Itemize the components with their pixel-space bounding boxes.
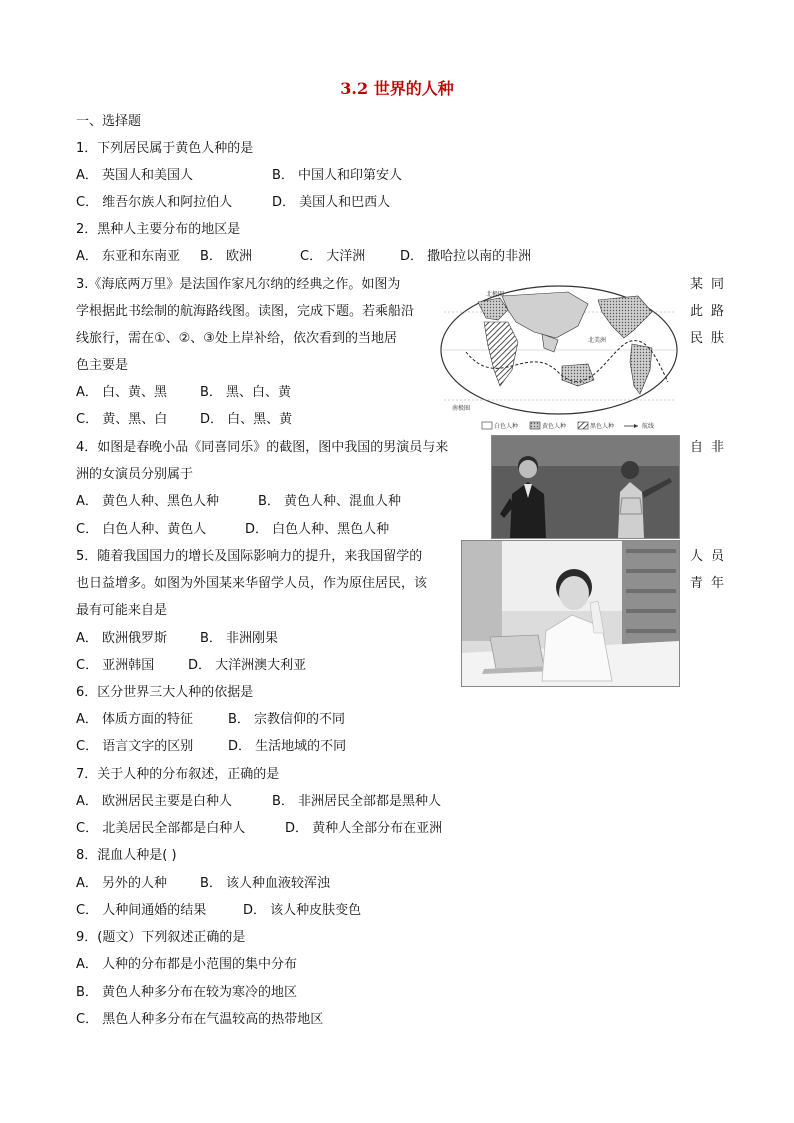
q7-stem: 7．关于人种的分布叙述，正确的是: [76, 767, 280, 782]
q8-stem: 8．混血人种是( ): [76, 848, 177, 863]
q2-option-b: B． 欧洲: [200, 249, 253, 264]
map-label-north-pole: 北极圈: [486, 291, 505, 298]
q6-option-c: C． 语言文字的区别: [76, 739, 194, 754]
q8-option-d: D． 该人种皮肤变色: [243, 903, 362, 918]
q9-option-a: A． 人种的分布都是小范围的集中分布: [76, 957, 298, 972]
q6-stem: 6．区分世界三大人种的依据是: [76, 685, 254, 700]
q5-line1-r2: 员: [711, 549, 725, 564]
q3-line3-r1: 民: [690, 331, 704, 346]
q4-option-a: A． 黄色人种、黑色人种: [76, 494, 220, 509]
q6-option-a: A． 体质方面的特征: [76, 712, 194, 727]
q7-option-c: C． 北美居民全部都是白种人: [76, 821, 246, 836]
q8-option-c: C． 人种间通婚的结果: [76, 903, 207, 918]
map-label-south-pole: 南极圈: [452, 405, 471, 412]
q4-option-d: D． 白色人种、黑色人种: [245, 522, 390, 537]
q2-option-d: D． 撒哈拉以南的非洲: [400, 249, 532, 264]
q1-option-c: C． 维吾尔族人和阿拉伯人: [76, 195, 233, 210]
q3-line1: 3.《海底两万里》是法国作家凡尔纳的经典之作。如图为: [76, 277, 401, 292]
q3-option-c: C． 黄、黑、白: [76, 412, 168, 427]
world-map-figure: [438, 282, 680, 438]
q3-line2-r1: 此: [690, 304, 704, 319]
q8-option-b: B． 该人种血液较浑浊: [200, 876, 331, 891]
q9-stem: 9．(题文）下列叙述正确的是: [76, 930, 246, 945]
q1-option-a: A． 英国人和美国人: [76, 168, 194, 183]
q3-line3: 线旅行，需在①、②、③处上岸补给，依次看到的当地居: [76, 331, 397, 346]
stage-photo: [491, 435, 680, 539]
q4-line1: 4．如图是春晚小品《同喜同乐》的截图，图中我国的男演员与来: [76, 440, 449, 455]
map-label-north-america: 北美洲: [588, 337, 607, 344]
q5-option-a: A． 欧洲俄罗斯: [76, 631, 168, 646]
q5-option-d: D． 大洋洲澳大利亚: [188, 658, 307, 673]
legend-swatch-white: [482, 422, 492, 429]
q3-line1-r1: 某: [690, 277, 704, 292]
q5-option-b: B． 非洲刚果: [200, 631, 279, 646]
q4-option-b: B． 黄色人种、混血人种: [258, 494, 402, 509]
q9-option-c: C． 黑色人种多分布在气温较高的热带地区: [76, 1012, 324, 1027]
q3-line2-r2: 路: [711, 304, 725, 319]
q3-option-a: A． 白、黄、黑: [76, 385, 168, 400]
q3-option-d: D． 白、黑、黄: [200, 412, 293, 427]
legend-label-black: 黑色人种: [590, 423, 615, 430]
section-heading: 一、选择题: [76, 114, 142, 129]
q7-option-d: D． 黄种人全部分布在亚洲: [285, 821, 443, 836]
q6-option-b: B． 宗教信仰的不同: [228, 712, 346, 727]
legend-swatch-black: [578, 422, 588, 429]
legend-label-yellow: 黄色人种: [542, 423, 567, 430]
q5-option-c: C． 亚洲韩国: [76, 658, 155, 673]
q1-option-b: B． 中国人和印第安人: [272, 168, 403, 183]
legend-label-white: 白色人种: [494, 423, 519, 430]
q4-line1-r2: 非: [711, 440, 725, 455]
q5-line1-r1: 人: [690, 549, 704, 564]
student-photo: [461, 540, 680, 687]
q5-line3: 最有可能来自是: [76, 603, 168, 618]
q5-line1: 5．随着我国国力的增长及国际影响力的提升，来我国留学的: [76, 549, 423, 564]
q5-line2-r1: 青: [690, 576, 704, 591]
q2-option-c: C． 大洋洲: [300, 249, 366, 264]
q3-option-b: B． 黑、白、黄: [200, 385, 292, 400]
q3-line2: 学根据此书绘制的航海路线图。读图，完成下题。若乘船沿: [76, 304, 415, 319]
page-title: 3.2 世界的人种: [340, 79, 454, 98]
q3-line4: 色主要是: [76, 358, 129, 373]
q1-stem: 1．下列居民属于黄色人种的是: [76, 141, 254, 156]
q8-option-a: A． 另外的人种: [76, 876, 168, 891]
q4-line1-r1: 自: [690, 440, 704, 455]
q7-option-b: B． 非洲居民全部都是黑种人: [272, 794, 442, 809]
q7-option-a: A． 欧洲居民主要是白种人: [76, 794, 233, 809]
q1-option-d: D． 美国人和巴西人: [272, 195, 391, 210]
q4-line2: 洲的女演员分别属于: [76, 467, 194, 482]
q5-line2-r2: 年: [711, 576, 725, 591]
q2-stem: 2．黑种人主要分布的地区是: [76, 222, 241, 237]
q2-option-a: A． 东亚和东南亚: [76, 249, 181, 264]
q3-line3-r2: 肤: [711, 331, 725, 346]
q5-line2: 也日益增多。如图为外国某来华留学人员，作为原住居民，该: [76, 576, 428, 591]
q4-option-c: C． 白色人种、黄色人: [76, 522, 207, 537]
legend-label-route: 航线: [642, 423, 655, 430]
q6-option-d: D． 生活地域的不同: [228, 739, 347, 754]
q3-line1-r2: 同: [711, 277, 725, 292]
legend-swatch-yellow: [530, 422, 540, 429]
q9-option-b: B． 黄色人种多分布在较为寒冷的地区: [76, 985, 298, 1000]
